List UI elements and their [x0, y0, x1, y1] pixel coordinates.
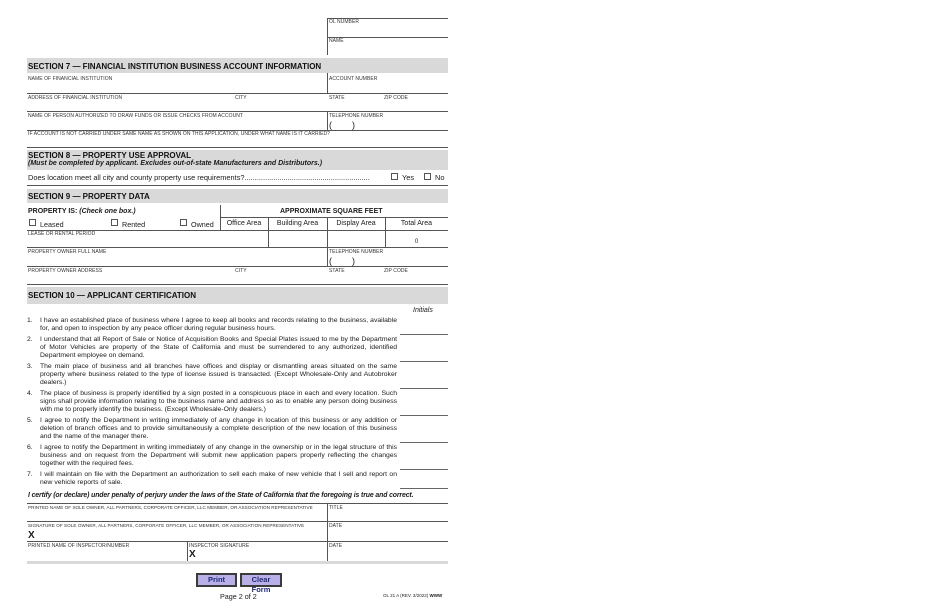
owner-phone-label: TELEPHONE NUMBER [329, 249, 384, 255]
owner-phone-open: ( [329, 256, 332, 266]
initials-field-2[interactable] [400, 361, 448, 362]
owner-name-field[interactable] [28, 255, 325, 266]
bottom-divider [27, 561, 448, 564]
no-checkbox[interactable] [424, 173, 431, 180]
account-number-label: ACCOUNT NUMBER [329, 76, 378, 82]
name-label: NAME [329, 38, 344, 44]
office-area-field[interactable] [221, 232, 267, 246]
account-name-note-label: IF ACCOUNT IS NOT CARRIED UNDER SAME NAME AS SHOWN ON THIS APPLICATION, UNDER WHAT NAME IS IT CARRIED? [28, 131, 330, 137]
owned-label: Owned [191, 220, 214, 229]
owner-city-label: CITY [235, 268, 247, 274]
owner-address-field[interactable] [28, 274, 228, 284]
section9-header [27, 189, 448, 203]
owner-state-field[interactable] [329, 274, 379, 284]
no-label: No [435, 173, 445, 182]
title-label: TITLE [329, 505, 343, 511]
col-office-area: Office Area [226, 220, 262, 227]
inspector-date-field[interactable] [329, 549, 447, 561]
fi-state-label: STATE [329, 95, 345, 101]
page-number: Page 2 of 2 [220, 592, 257, 601]
inspector-signature-field[interactable] [200, 549, 325, 561]
leased-checkbox[interactable] [29, 219, 36, 226]
ol-number-field[interactable] [328, 25, 448, 36]
rented-checkbox[interactable] [111, 219, 118, 226]
fi-phone-number-field[interactable] [359, 120, 447, 130]
financial-institution-field[interactable] [28, 82, 325, 93]
name-field[interactable] [328, 44, 448, 55]
yes-label: Yes [402, 173, 415, 182]
col-building-area: Building Area [276, 220, 319, 227]
approx-sqft-label: APPROXIMATE SQUARE FEET [280, 208, 383, 215]
fi-phone-area-field[interactable] [334, 120, 352, 130]
total-area-value: 0 [414, 239, 419, 245]
owner-zip-field[interactable] [384, 274, 448, 284]
print-button[interactable]: Print [196, 573, 237, 587]
section7-header [27, 58, 448, 73]
owner-city-field[interactable] [235, 274, 325, 284]
printed-name-field[interactable] [28, 511, 325, 521]
account-number-field[interactable] [328, 82, 448, 93]
inspector-name-label: PRINTED NAME OF INSPECTOR/NUMBER [28, 543, 130, 549]
rented-label: Rented [122, 220, 146, 229]
initials-field-1[interactable] [400, 334, 448, 335]
initials-field-4[interactable] [400, 415, 448, 416]
inspector-signature-x: X [189, 549, 196, 560]
certify-statement: I certify (or declare) under penalty of perjury under the laws of the State of California that the foregoing is true and correct. [28, 492, 414, 499]
fi-phone-label: TELEPHONE NUMBER [329, 113, 384, 119]
fi-phone-open: ( [329, 120, 332, 130]
financial-institution-label: NAME OF FINANCIAL INSTITUTION [28, 76, 113, 82]
section9-title: SECTION 9 — PROPERTY DATA [28, 192, 150, 201]
ol-number-label: OL NUMBER [329, 19, 359, 25]
leased-label: Leased [40, 220, 64, 229]
inspector-name-field[interactable] [28, 549, 185, 561]
yes-checkbox[interactable] [391, 173, 398, 180]
lease-period-field[interactable] [28, 237, 218, 247]
initials-field-6[interactable] [400, 469, 448, 470]
clear-form-button[interactable]: Clear Form [240, 573, 282, 587]
signature-field[interactable] [39, 530, 325, 541]
property-use-question: Does location meet all city and county property use requirements?............................................................. [28, 173, 370, 182]
owner-phone-number-field[interactable] [359, 256, 447, 266]
owner-address-label: PROPERTY OWNER ADDRESS [28, 268, 103, 274]
authorized-person-field[interactable] [28, 119, 325, 130]
form-page: OL NUMBER NAME SECTION 7 — FINANCIAL INSTITUTION BUSINESS ACCOUNT INFORMATION NAME OF FINANCIAL INSTITUTION ACCOUNT NUMBER ADDRESS OF FINANCIAL INSTITUTION CITY STATE ZIP CODE NAME OF PERSON AUTHORIZED TO DRAW FUNDS OR ISSUE CHECKS FROM ACCOUNT TELEPHONE NUMBER ( ) IF ACCOUNT IS NOT CARRIED UNDER SAME NAME AS SHOWN ON THIS APPLICATION, UNDER WHAT NAME IS IT CARRIED? SECTION 8 — PROPERTY USE APPROVAL (Must be completed by applicant. Excludes out-of-state Manufacturers and Distributors.) Does location meet all city and county property use requirements?............................................................. Yes No SECTION 9 — PROPERTY DATA PROPERTY IS: (Check one box.) APPROXIMATE SQUARE FEET Leased Rented Owned Office Area Building Area Display Area Total Area LEASE OR RENTAL PERIOD 0 PROPERTY OWNER FULL NAME TELEPHONE NUMBER ( ) PROPERTY OWNER ADDRESS CITY STATE ZIP CODE SECTION 10 — APPLICANT CERTIFICATION Initials 1. I have an established place of business where I agree to keep all books and records relating to the business, available for, and open to inspection by any peace officer during regular business hours. 2. I understand that all Report of Sale or Notice of Acquisition Books and Special Plates issued to me by the Department of Motor Vehicles are property of the State of California and must be surrendered to any authorized, identified Department employee on demand. 3. The main place of business and all branches have offices and display or dismantling areas situated on the same property where business related to the type of license issued is transacted. (Except Wholesale-Only and Autobroker dealers.) 4. The place of business is properly identified by a sign posted in a conspicuous place in each and every location. Such signs shall provide information relating to the business name and address so as to enable any person doing business with me to properly identify the business. (Except Wholesale-Only dealers.) 5. I agree to notify the Department in writing immediately of any change in location of this business or any addition or deletion of branch offices and to provide simultaneously a complete description of the new location of this business and the name of the manager there. 6. I agree to notify the Department in writing immediately of any change in the ownership or in the legal structure of this business and on request from the Department will submit new application papers properly reflecting the changes together with the required fees. 7. I will maintain on file with the Department an authorization to sell each make of new vehicle that I sell and report on new vehicle reports of sale. I certify (or declare) under penalty of perjury under the laws of the State of California that the foregoing is true and correct. PRINTED NAME OF SOLE OWNER, ALL PARTNERS, CORPORATE OFFICER, LLC MEMBER, OR ASSOCIATION REPRESENTATIVE TITLE SIGNATURE OF SOLE OWNER, ALL PARTNERS, CORPORATE OFFICER, LLC MEMBER, OR ASSOCIATION REPRESENTATIVE X DATE PRINTED NAME OF INSPECTOR/NUMBER INSPECTOR SIGNATURE X DATE Print Clear Form Page 2 of 2 OL 21 A (REV. 3/2022) WWW [27, 0, 448, 615]
owned-checkbox[interactable] [180, 219, 187, 226]
display-area-field[interactable] [328, 232, 384, 246]
property-is-label: PROPERTY IS: (Check one box.) [28, 208, 136, 215]
initials-field-5[interactable] [400, 442, 448, 443]
inspector-signature-label: INSPECTOR SIGNATURE [189, 543, 250, 549]
building-area-field[interactable] [269, 232, 326, 246]
printed-name-label: PRINTED NAME OF SOLE OWNER, ALL PARTNERS, CORPORATE OFFICER, LLC MEMBER, OR ASSOCIATION REPRESENTATIVE [28, 505, 313, 510]
lease-period-label: LEASE OR RENTAL PERIOD [28, 231, 96, 237]
fi-phone-close: ) [352, 120, 355, 130]
col-display-area: Display Area [336, 220, 376, 227]
col-total-area: Total Area [400, 220, 433, 227]
signature-label: SIGNATURE OF SOLE OWNER, ALL PARTNERS, CORPORATE OFFICER, LLC MEMBER, OR ASSOCIATION REPRESENTATIVE [28, 523, 305, 528]
initials-label: Initials [413, 307, 433, 314]
fi-city-label: CITY [235, 95, 247, 101]
title-field[interactable] [329, 511, 447, 521]
initials-field-7[interactable] [400, 488, 448, 489]
section10-header [27, 287, 448, 304]
owner-state-label: STATE [329, 268, 345, 274]
fi-address-label: ADDRESS OF FINANCIAL INSTITUTION [28, 95, 123, 101]
owner-name-label: PROPERTY OWNER FULL NAME [28, 249, 107, 255]
inspector-date-label: DATE [329, 543, 343, 549]
date-label: DATE [329, 523, 343, 529]
owner-zip-label: ZIP CODE [384, 268, 408, 274]
owner-phone-area-field[interactable] [334, 256, 352, 266]
fi-zip-label: ZIP CODE [384, 95, 408, 101]
section7-title: SECTION 7 — FINANCIAL INSTITUTION BUSINESS ACCOUNT INFORMATION [28, 62, 322, 71]
date-field[interactable] [329, 529, 447, 541]
owner-phone-close: ) [352, 256, 355, 266]
account-name-note-field[interactable] [28, 137, 448, 147]
section10-title: SECTION 10 — APPLICANT CERTIFICATION [28, 291, 197, 300]
signature-x: X [28, 530, 35, 541]
section8-title: SECTION 8 — PROPERTY USE APPROVAL [28, 151, 191, 160]
authorized-person-label: NAME OF PERSON AUTHORIZED TO DRAW FUNDS OR ISSUE CHECKS FROM ACCOUNT [28, 113, 243, 119]
form-id: OL 21 A (REV. 3/2022) WWW [383, 593, 443, 598]
initials-field-3[interactable] [400, 388, 448, 389]
section8-subtitle: (Must be completed by applicant. Excludes out-of-state Manufacturers and Distributors.) [28, 160, 323, 167]
section8-header [27, 150, 448, 170]
